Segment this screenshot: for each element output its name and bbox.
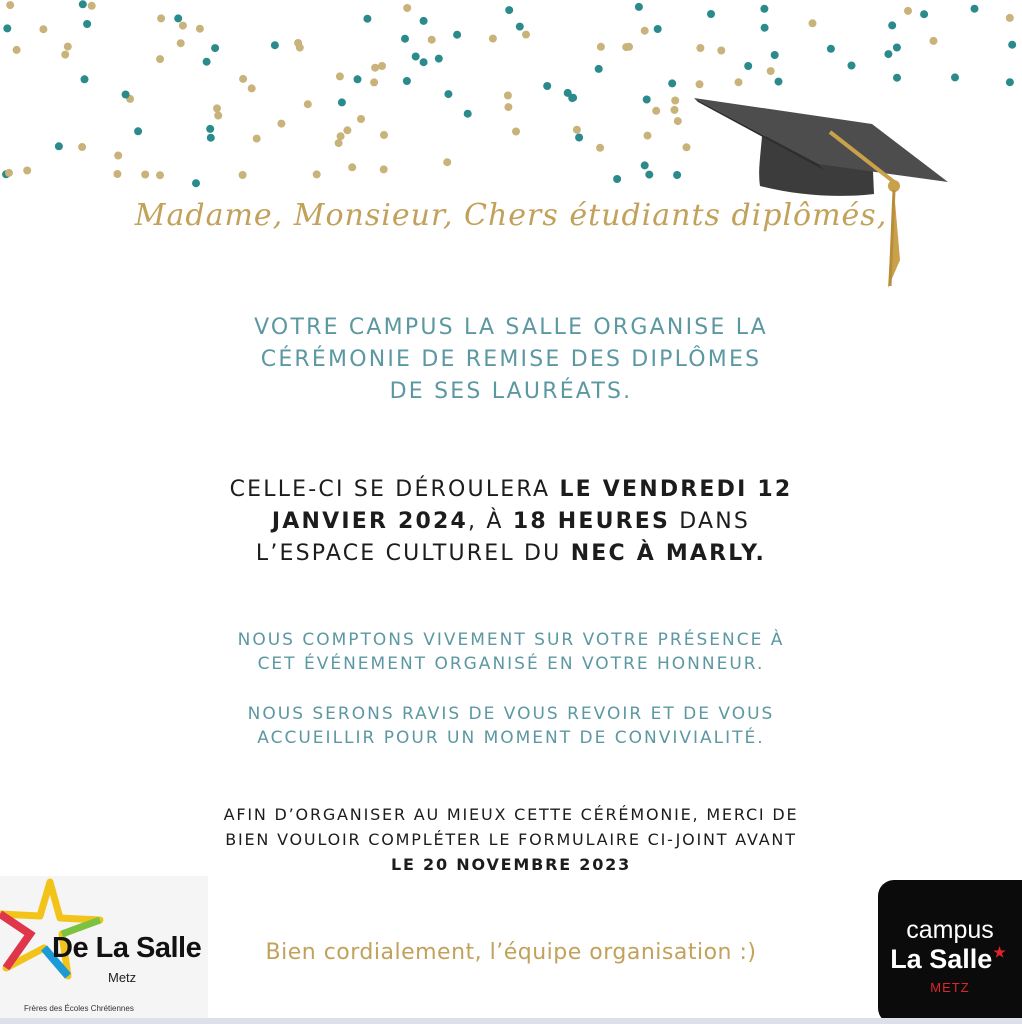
confetti-dot <box>338 98 346 106</box>
intro-text <box>0 312 1022 408</box>
confetti-dot <box>206 125 214 133</box>
confetti-dot <box>671 97 679 105</box>
confetti-dot <box>717 47 725 55</box>
confetti-dot <box>122 91 130 99</box>
confetti-dot <box>809 19 817 27</box>
intro-line: DE SES LAURÉATS. <box>389 379 633 404</box>
confetti-dot <box>157 14 165 22</box>
confetti-dot <box>597 43 605 51</box>
confetti-dot <box>635 3 643 11</box>
confetti-dot <box>214 112 222 120</box>
confetti-dot <box>596 144 604 152</box>
confetti-dot <box>371 64 379 72</box>
presence-line: CET ÉVÉNEMENT ORGANISÉ EN VOTRE HONNEUR. <box>257 654 765 674</box>
confetti-dot <box>271 41 279 49</box>
confetti-dot <box>696 44 704 52</box>
confetti-dot <box>5 169 13 177</box>
confetti-dot <box>420 58 428 66</box>
event-venue: NEC À MARLY. <box>570 541 767 566</box>
event-date: LE VENDREDI 12 <box>559 477 793 502</box>
confetti-dot <box>893 44 901 52</box>
confetti-dot <box>775 78 783 86</box>
confetti-dot <box>920 10 928 18</box>
confetti-dot <box>363 15 371 23</box>
confetti-dot <box>1008 41 1016 49</box>
red-star-icon: ★ <box>993 944 1006 960</box>
confetti-dot <box>248 84 256 92</box>
confetti-dot <box>174 14 182 22</box>
confetti-dot <box>296 44 304 52</box>
confetti-dot <box>522 31 530 39</box>
confetti-dot <box>401 35 409 43</box>
logo-left-city: Metz <box>108 970 137 985</box>
confetti-dot <box>83 20 91 28</box>
confetti-dot <box>543 82 551 90</box>
confetti-dot <box>504 103 512 111</box>
confetti-dot <box>192 179 200 187</box>
confetti-dot <box>357 115 365 123</box>
logo-right-middle <box>878 944 1018 975</box>
event-text: DANS <box>670 509 751 534</box>
confetti-dot <box>304 100 312 108</box>
confetti-dot <box>61 51 69 59</box>
salutation: Madame, Monsieur, Chers étudiants diplômés, <box>134 198 888 233</box>
confetti-dot <box>760 5 768 13</box>
confetti-dot <box>464 110 472 118</box>
confetti-dot <box>23 167 31 175</box>
confetti-dot <box>707 10 715 18</box>
confetti-dot <box>412 53 420 61</box>
confetti-dot <box>625 43 633 51</box>
confetti-dot <box>203 58 211 66</box>
confetti-dot <box>512 128 520 136</box>
intro-line: CÉRÉMONIE DE REMISE DES DIPLÔMES <box>260 347 762 372</box>
confetti-dot <box>761 24 769 32</box>
presence-text <box>0 628 1022 676</box>
event-text: L’ESPACE CULTUREL DU <box>255 541 571 566</box>
confetti-dot <box>904 7 912 15</box>
confetti-dot <box>380 165 388 173</box>
confetti-dot <box>771 51 779 59</box>
confetti-dot <box>380 131 388 139</box>
confetti-dot <box>113 170 121 178</box>
confetti-dot <box>88 2 96 10</box>
confetti-dot <box>79 0 87 8</box>
form-deadline: LE 20 NOVEMBRE 2023 <box>390 855 632 874</box>
presence-line: NOUS COMPTONS VIVEMENT SUR VOTRE PRÉSENCE À <box>237 630 785 650</box>
logo-left-subtitle: Frères des Écoles Chrétiennes <box>24 1004 134 1013</box>
confetti-dot <box>971 5 979 13</box>
confetti-dot <box>337 132 345 140</box>
confetti-dot <box>6 1 14 9</box>
closing-text: Bien cordialement, l’équipe organisation :) <box>265 940 757 965</box>
confetti-dot <box>453 31 461 39</box>
confetti-dot <box>848 62 856 70</box>
confetti-dot <box>668 79 676 87</box>
logo-left-name: De La Salle <box>52 932 202 964</box>
confetti-dot <box>196 25 204 33</box>
confetti-dot <box>156 171 164 179</box>
confetti-dot <box>1006 14 1014 22</box>
confetti-dot <box>78 143 86 151</box>
form-notice-line: AFIN D’ORGANISER AU MIEUX CETTE CÉRÉMONIE, MERCI DE <box>223 805 799 824</box>
confetti-dot <box>156 55 164 63</box>
confetti-dot <box>114 152 122 160</box>
confetti-dot <box>613 175 621 183</box>
confetti-dot <box>213 104 221 112</box>
confetti-dot <box>343 126 351 134</box>
form-notice-line: BIEN VOULOIR COMPLÉTER LE FORMULAIRE CI-JOINT AVANT <box>225 830 797 849</box>
confetti-dot <box>641 27 649 35</box>
confetti-dot <box>378 62 386 70</box>
confetti-dot <box>654 25 662 33</box>
confetti-dot <box>767 67 775 75</box>
confetti-dot <box>239 171 247 179</box>
graduation-cap-icon <box>690 90 950 290</box>
confetti-dot <box>644 132 652 140</box>
confetti-dot <box>1006 78 1014 86</box>
confetti-dot <box>444 90 452 98</box>
event-time: 18 HEURES <box>512 509 671 534</box>
confetti-dot <box>595 65 603 73</box>
confetti-dot <box>673 171 681 179</box>
confetti-dot <box>504 92 512 100</box>
logo-right-top: campus <box>906 916 994 944</box>
confetti-dot <box>516 23 524 31</box>
confetti-dot <box>652 107 660 115</box>
confetti-dot <box>177 39 185 47</box>
confetti-dot <box>643 96 651 104</box>
confetti-dot <box>744 62 752 70</box>
confetti-dot <box>277 120 285 128</box>
welcome-line: NOUS SERONS RAVIS DE VOUS REVOIR ET DE VOUS <box>247 704 775 724</box>
confetti-dot <box>39 25 47 33</box>
confetti-dot <box>884 50 892 58</box>
confetti-dot <box>505 6 513 14</box>
confetti-dot <box>348 163 356 171</box>
confetti-dot <box>13 46 21 54</box>
confetti-dot <box>443 158 451 166</box>
bottom-strip <box>0 1018 1022 1024</box>
logo-right-bottom: METZ <box>930 980 970 995</box>
confetti-dot <box>428 36 436 44</box>
confetti-dot <box>141 171 149 179</box>
confetti-dot <box>3 24 11 32</box>
confetti-dot <box>239 75 247 83</box>
intro-line: VOTRE CAMPUS LA SALLE ORGANISE LA <box>254 315 768 340</box>
confetti-dot <box>489 35 497 43</box>
event-text: CELLE-CI SE DÉROULERA <box>229 477 560 502</box>
confetti-dot <box>888 21 896 29</box>
confetti-dot <box>313 170 321 178</box>
confetti-dot <box>645 171 653 179</box>
confetti-dot <box>930 37 938 45</box>
confetti-dot <box>336 72 344 80</box>
welcome-text <box>0 702 1022 750</box>
confetti-dot <box>179 22 187 30</box>
confetti-dot <box>211 44 219 52</box>
confetti-dot <box>735 78 743 86</box>
confetti-dot <box>420 17 428 25</box>
confetti-dot <box>253 135 261 143</box>
confetti-dot <box>435 55 443 63</box>
confetti-dot <box>951 73 959 81</box>
confetti-dot <box>370 78 378 86</box>
confetti-dot <box>403 77 411 85</box>
confetti-dot <box>564 89 572 97</box>
confetti-dot <box>641 161 649 169</box>
confetti-dot <box>55 142 63 150</box>
confetti-dot <box>64 43 72 51</box>
confetti-dot <box>575 134 583 142</box>
event-date-year: JANVIER 2024 <box>271 509 469 534</box>
form-notice <box>0 802 1022 877</box>
campus-la-salle-logo <box>878 880 1022 1024</box>
confetti-dot <box>696 80 704 88</box>
confetti-dot <box>827 45 835 53</box>
event-text: , À <box>468 509 513 534</box>
confetti-dot <box>335 139 343 147</box>
confetti-dot <box>354 75 362 83</box>
confetti-dot <box>674 117 682 125</box>
confetti-dot <box>671 106 679 114</box>
confetti-dot <box>81 75 89 83</box>
event-details <box>0 474 1022 570</box>
confetti-dot <box>403 4 411 12</box>
confetti-dot <box>134 127 142 135</box>
welcome-line: ACCUEILLIR POUR UN MOMENT DE CONVIVIALITÉ. <box>257 728 765 748</box>
confetti-dot <box>207 134 215 142</box>
logo-right-name: La Salle <box>890 944 993 974</box>
confetti-dot <box>573 126 581 134</box>
confetti-dot <box>893 74 901 82</box>
